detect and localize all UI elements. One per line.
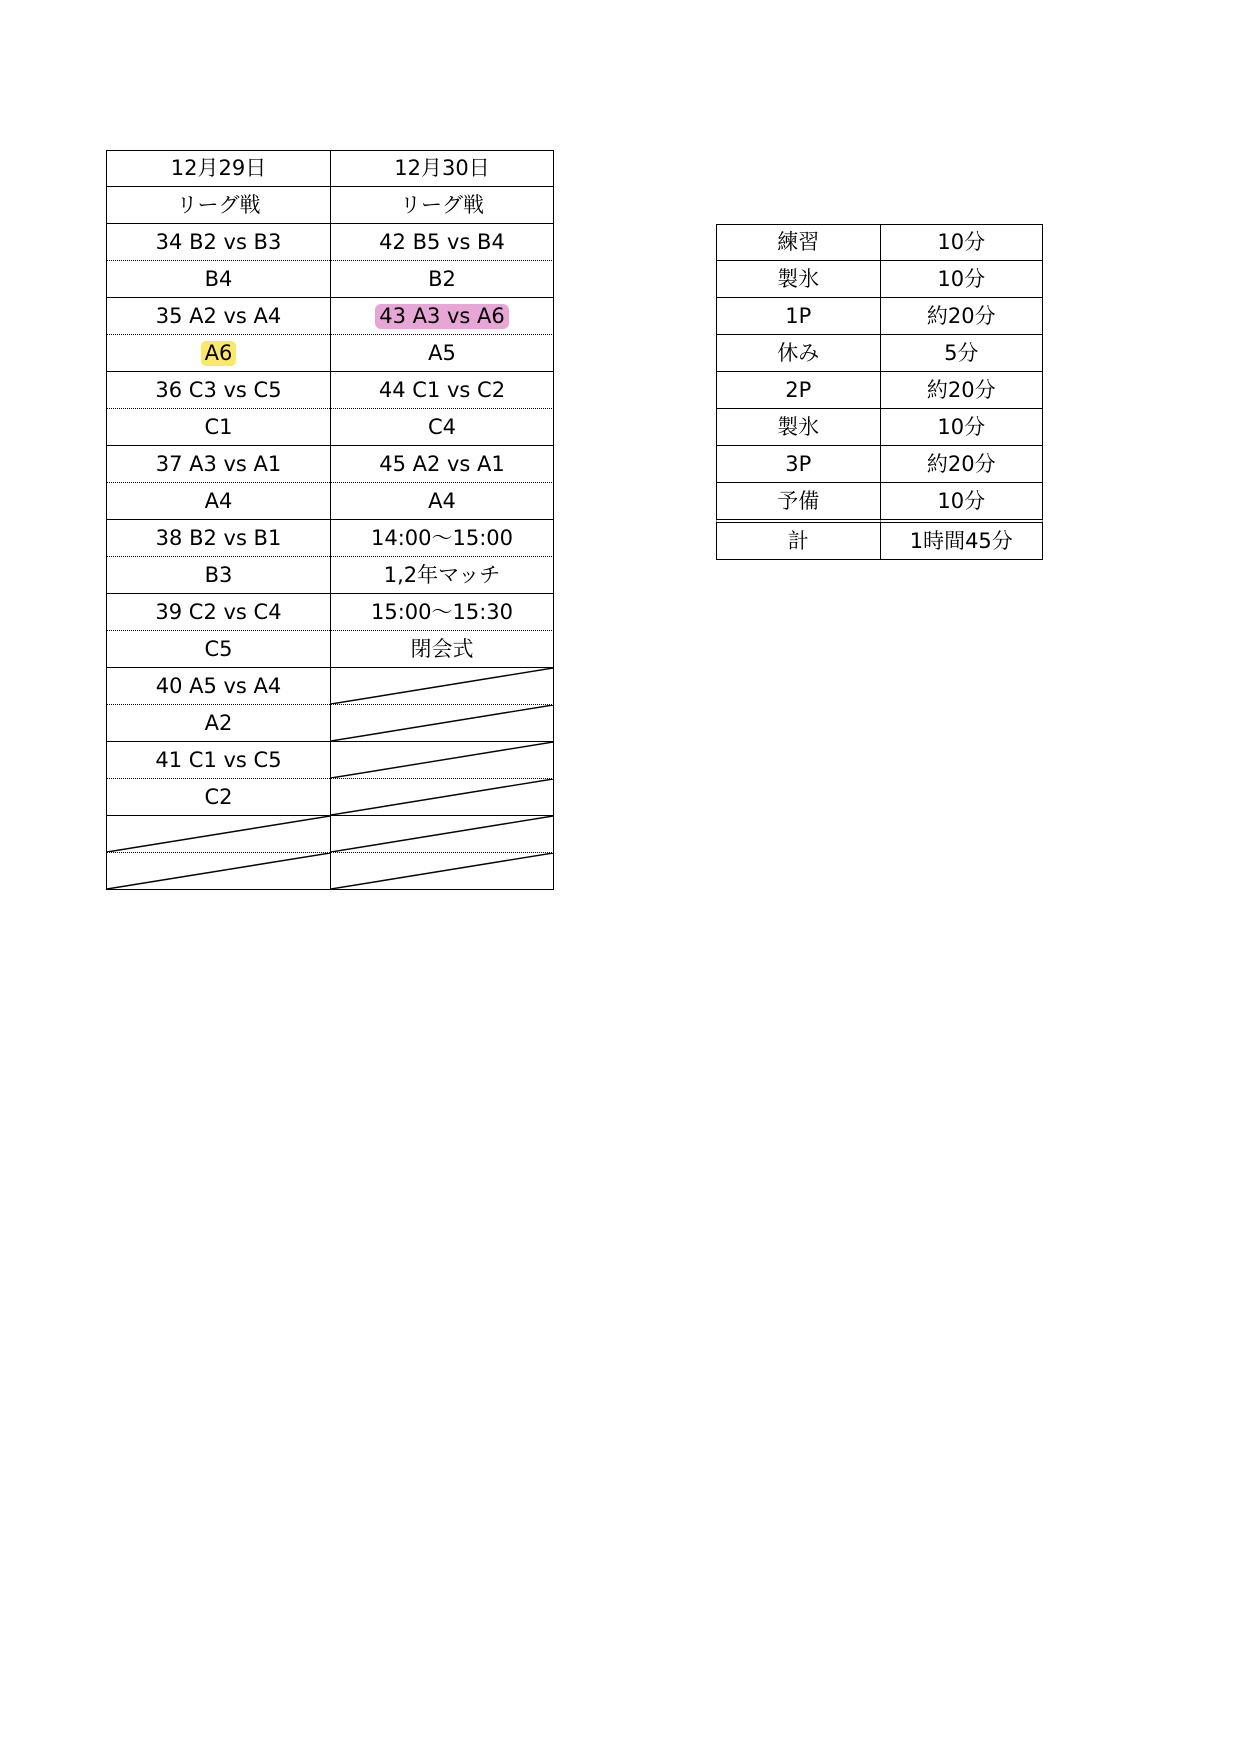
table-row <box>106 557 554 594</box>
table-row <box>106 853 554 890</box>
table-row <box>106 261 554 298</box>
table-row <box>106 520 554 557</box>
period-item: 練習 <box>716 224 880 261</box>
referee-cell: C4 <box>330 409 554 446</box>
highlighted-referee: A6 <box>201 341 237 366</box>
event-header-row <box>106 187 554 224</box>
match-cell: 35 A2 vs A4 <box>106 298 330 335</box>
match-schedule-table <box>106 150 554 890</box>
period-item: 休み <box>716 335 880 372</box>
period-item: 1P <box>716 298 880 335</box>
table-row <box>106 668 554 705</box>
table-row <box>716 335 1043 372</box>
period-item: 3P <box>716 446 880 483</box>
period-time: 10分 <box>880 483 1044 523</box>
date-header-day2: 12月30日 <box>330 150 554 187</box>
match-cell: 41 C1 vs C5 <box>106 742 330 779</box>
table-row <box>106 409 554 446</box>
referee-cell: C5 <box>106 631 330 668</box>
empty-cell <box>330 705 554 742</box>
table-row <box>106 779 554 816</box>
total-time: 1時間45分 <box>880 523 1044 560</box>
referee-cell <box>106 335 330 372</box>
match-cell: 44 C1 vs C2 <box>330 372 554 409</box>
table-row <box>106 594 554 631</box>
total-row <box>716 523 1043 560</box>
empty-cell <box>106 816 330 853</box>
period-time: 10分 <box>880 261 1044 298</box>
table-row <box>106 816 554 853</box>
period-item: 2P <box>716 372 880 409</box>
table-row <box>106 631 554 668</box>
referee-cell: A4 <box>330 483 554 520</box>
match-cell: 38 B2 vs B1 <box>106 520 330 557</box>
empty-cell <box>330 742 554 779</box>
match-cell: 34 B2 vs B3 <box>106 224 330 261</box>
period-time: 10分 <box>880 409 1044 446</box>
referee-cell: B4 <box>106 261 330 298</box>
table-row <box>716 409 1043 446</box>
diagonal-slash <box>331 742 553 778</box>
period-time: 約20分 <box>880 446 1044 483</box>
event-cell: 1,2年マッチ <box>330 557 554 594</box>
match-cell: 40 A5 vs A4 <box>106 668 330 705</box>
diagonal-slash <box>331 668 553 704</box>
empty-cell <box>106 853 330 890</box>
table-row <box>106 298 554 335</box>
period-item: 製氷 <box>716 409 880 446</box>
table-row <box>106 705 554 742</box>
diagonal-slash <box>331 779 553 815</box>
table-row <box>106 335 554 372</box>
diagonal-slash <box>331 853 553 889</box>
total-label: 計 <box>716 523 880 560</box>
referee-cell: A5 <box>330 335 554 372</box>
table-row <box>106 446 554 483</box>
diagonal-slash <box>107 816 330 852</box>
table-row <box>716 261 1043 298</box>
referee-cell: A4 <box>106 483 330 520</box>
match-cell: 36 C3 vs C5 <box>106 372 330 409</box>
empty-cell <box>330 816 554 853</box>
period-time: 10分 <box>880 224 1044 261</box>
time-cell: 15:00〜15:30 <box>330 594 554 631</box>
diagonal-slash <box>331 705 553 741</box>
table-row <box>106 224 554 261</box>
referee-cell: B3 <box>106 557 330 594</box>
event-cell: 閉会式 <box>330 631 554 668</box>
date-header-row <box>106 150 554 187</box>
event-header-day1: リーグ戦 <box>106 187 330 224</box>
table-row <box>106 483 554 520</box>
diagonal-slash <box>107 853 330 889</box>
period-time: 約20分 <box>880 298 1044 335</box>
period-time: 5分 <box>880 335 1044 372</box>
event-header-day2: リーグ戦 <box>330 187 554 224</box>
date-header-day1: 12月29日 <box>106 150 330 187</box>
diagonal-slash <box>331 816 553 852</box>
period-item: 予備 <box>716 483 880 523</box>
time-allocation-table <box>716 224 1043 560</box>
highlighted-match: 43 A3 vs A6 <box>375 304 509 329</box>
table-row <box>106 742 554 779</box>
referee-cell: C2 <box>106 779 330 816</box>
period-item: 製氷 <box>716 261 880 298</box>
empty-cell <box>330 779 554 816</box>
table-row <box>716 224 1043 261</box>
table-row <box>716 372 1043 409</box>
table-row <box>716 483 1043 523</box>
empty-cell <box>330 853 554 890</box>
time-cell: 14:00〜15:00 <box>330 520 554 557</box>
match-cell: 45 A2 vs A1 <box>330 446 554 483</box>
empty-cell <box>330 668 554 705</box>
referee-cell: B2 <box>330 261 554 298</box>
table-row <box>716 446 1043 483</box>
match-cell <box>330 298 554 335</box>
table-row <box>106 372 554 409</box>
match-cell: 39 C2 vs C4 <box>106 594 330 631</box>
match-cell: 37 A3 vs A1 <box>106 446 330 483</box>
referee-cell: A2 <box>106 705 330 742</box>
period-time: 約20分 <box>880 372 1044 409</box>
table-row <box>716 298 1043 335</box>
match-cell: 42 B5 vs B4 <box>330 224 554 261</box>
referee-cell: C1 <box>106 409 330 446</box>
